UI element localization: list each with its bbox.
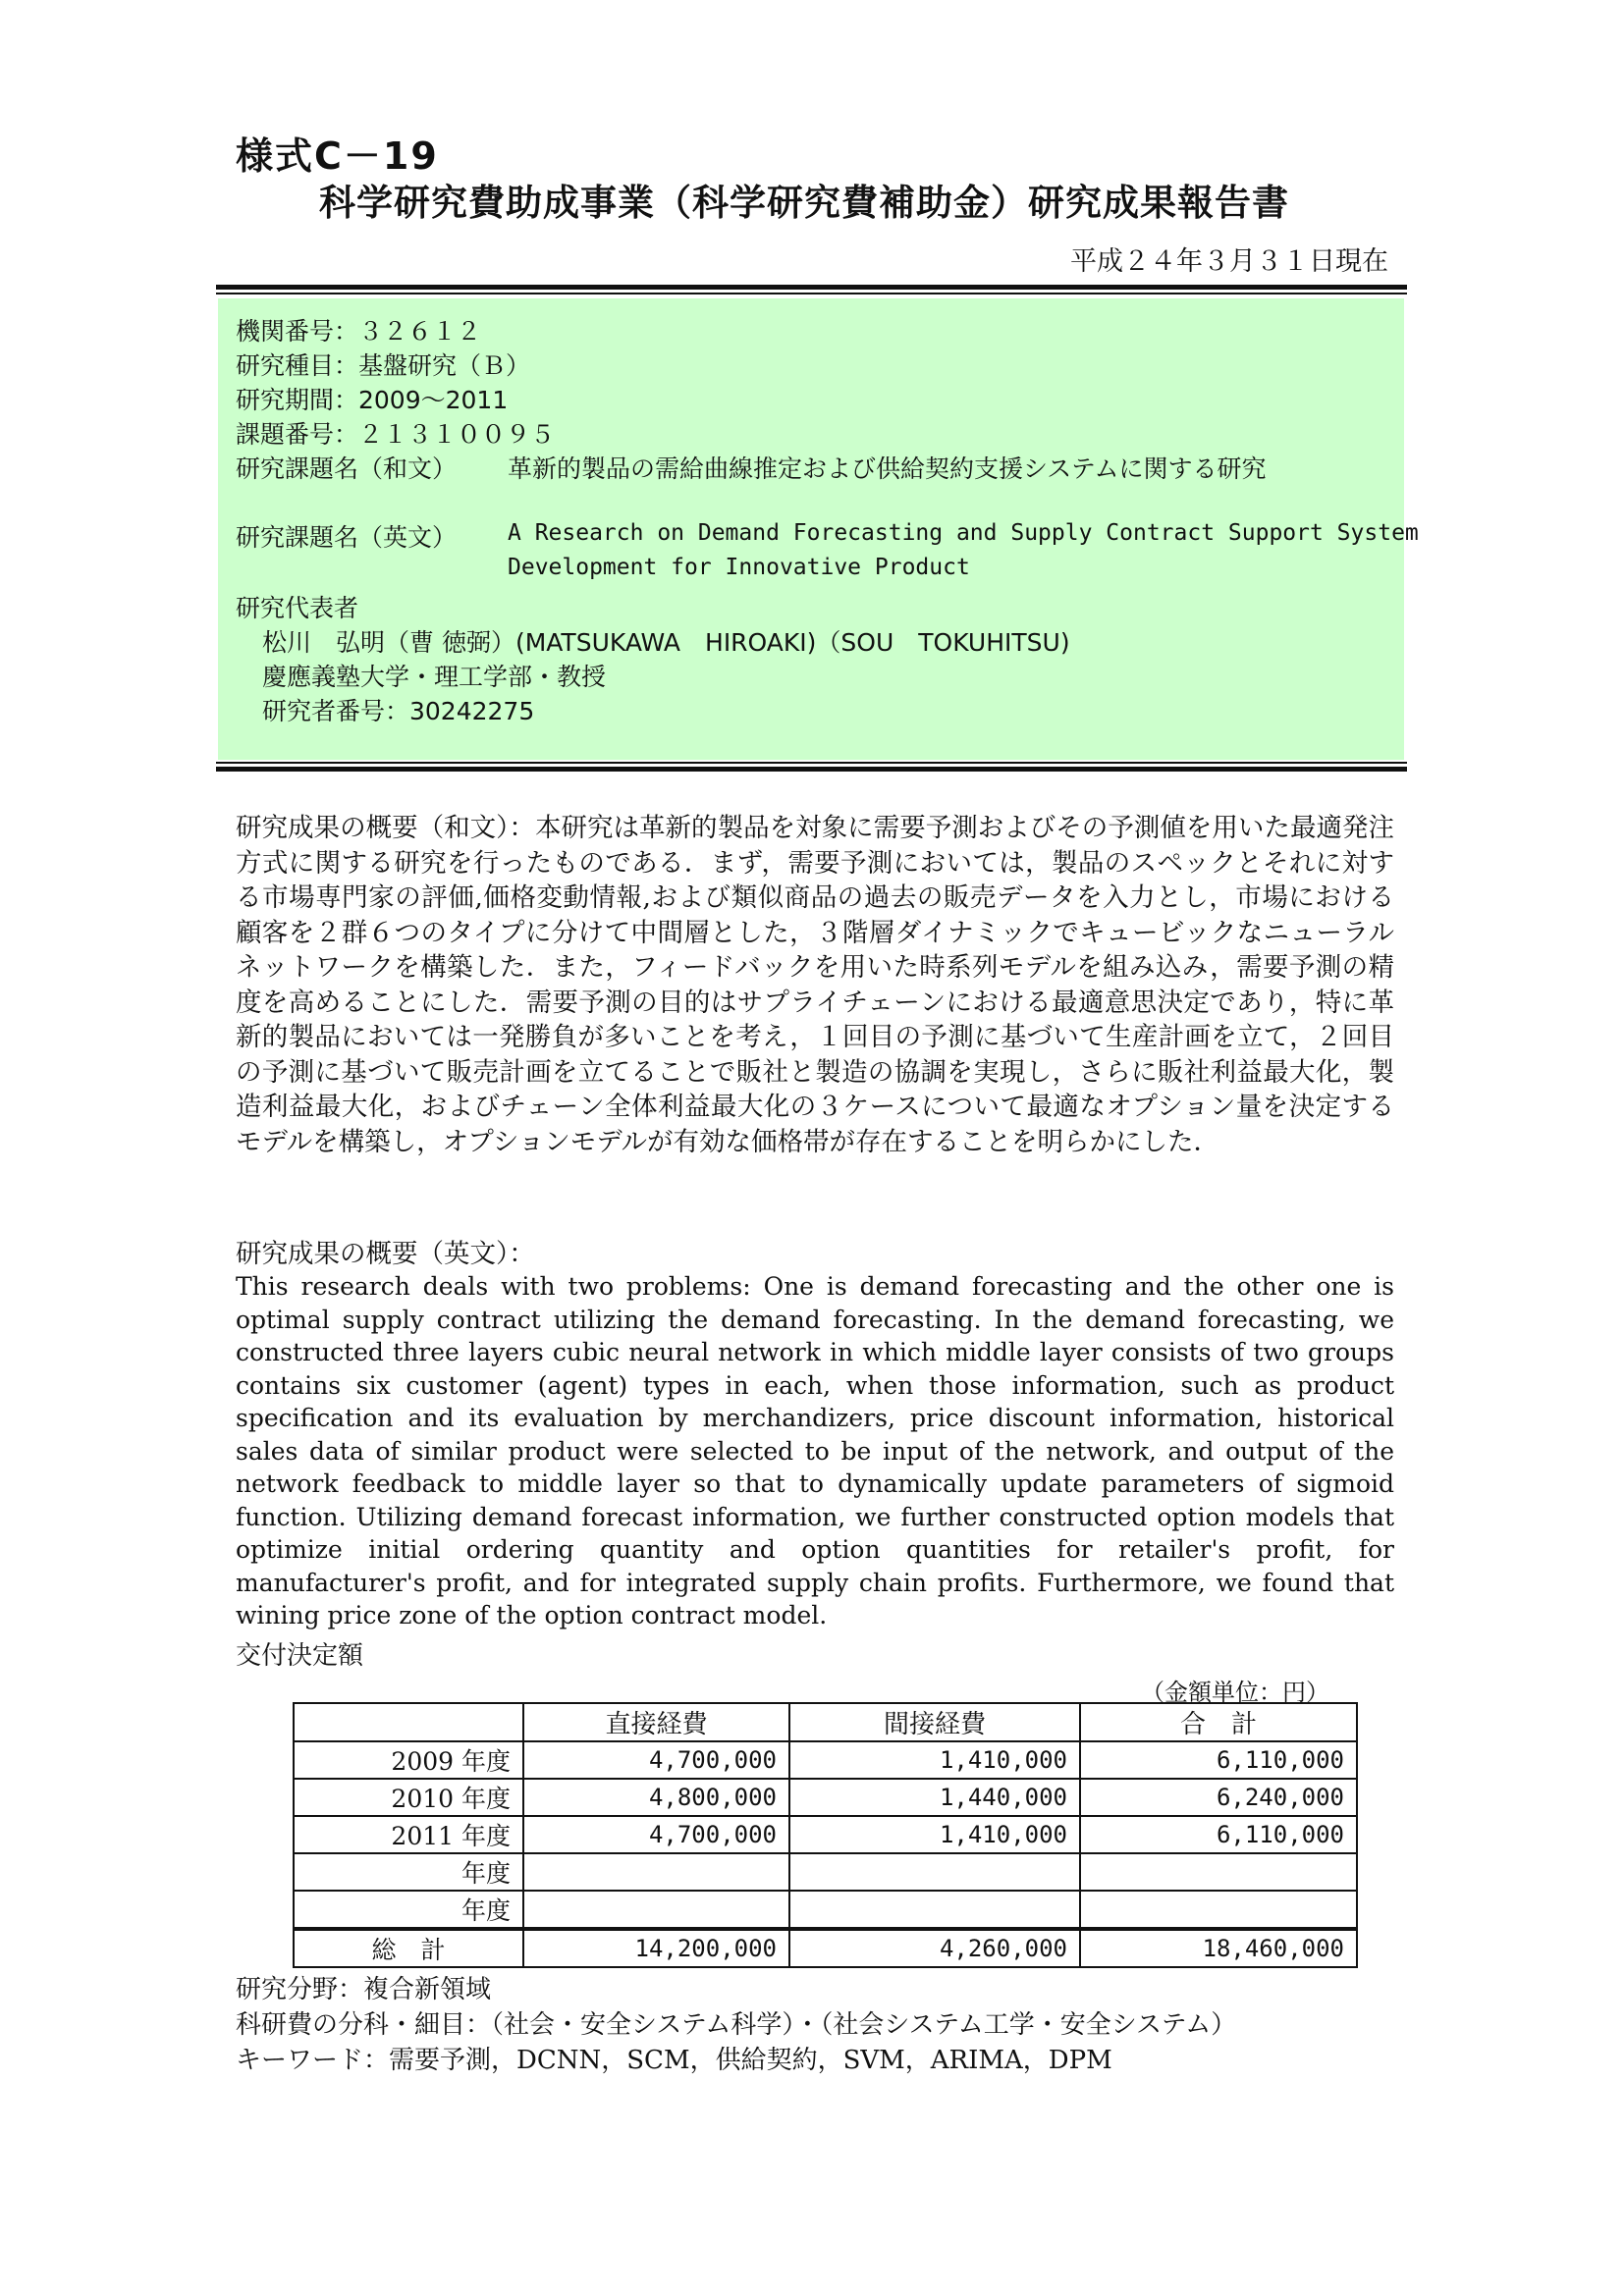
table-total-row [294, 1929, 1357, 1967]
research-category: 研究種目：基盤研究（Ｂ） [236, 351, 531, 380]
table-header: 直接経費 [523, 1703, 789, 1741]
abstract-en: This research deals with two problems: One is demand forecasting and the other one is optimal supply contract utilizing the demand forecasting. In the demand forecasting, we constructed three layers cubic neural network in which middle layer consists of two groups contains six customer (agent) types in each, when those information, such as product specification and its evaluation by merchandizers, price discount information, historical sales data of similar product were selected to be input of the network, and output of the network feedback to middle layer so that to dynamically update parameters of sigmoid function. Utilizing demand forecast information, we further constructed option models that optimize initial ordering quantity and option quantities for retailer's profit, for manufacturer's profit, and for integrated supply chain profits. Furthermore, we found that wining price zone of the option contract model. [236, 1272, 1394, 1629]
form-label: 様式C－19 [236, 134, 439, 178]
table-cell [523, 1853, 789, 1891]
grant-unit: （金額単位：円） [1141, 1679, 1329, 1706]
project-info-box [218, 298, 1419, 760]
table-cell [1080, 1853, 1357, 1891]
research-subject: 科研費の分科・細目：（社会・安全システム科学）・（社会システム工学・安全システム） [236, 2010, 1237, 2040]
header-rule-bottom [216, 767, 1407, 772]
table-cell: 年度 [294, 1853, 523, 1891]
table-cell [523, 1891, 789, 1929]
table-cell: 4,700,000 [523, 1741, 789, 1779]
table-cell: 2011 年度 [294, 1816, 523, 1853]
table-cell: 4,700,000 [523, 1816, 789, 1853]
representative-affiliation: 慶應義塾大学・理工学部・教授 [262, 663, 607, 691]
table-cell [789, 1853, 1080, 1891]
table-cell: 2009 年度 [294, 1741, 523, 1779]
table-cell: 1,410,000 [789, 1816, 1080, 1853]
table-row [294, 1891, 1357, 1929]
title-jp-label: 研究課題名（和文） [236, 454, 458, 483]
header-rule-bottom-thin [216, 762, 1407, 764]
report-title: 科学研究費助成事業（科学研究費補助金）研究成果報告書 [319, 182, 1289, 224]
abstract-en-label: 研究成果の概要（英文）： [236, 1239, 535, 1269]
report-date: 平成２４年３月３１日現在 [1070, 246, 1388, 277]
table-cell: 1,440,000 [789, 1779, 1080, 1816]
table-row [294, 1779, 1357, 1816]
table-row [294, 1816, 1357, 1853]
keywords: キーワード：需要予測，DCNN，SCM，供給契約，SVM，ARIMA，DPM [236, 2046, 1112, 2075]
table-header: 間接経費 [789, 1703, 1080, 1741]
table-cell: 1,410,000 [789, 1741, 1080, 1779]
researcher-id: 研究者番号：30242275 [262, 697, 535, 725]
title-en-line1: A Research on Demand Forecasting and Supply Contract Support System [508, 520, 1419, 546]
table-header: 合 計 [1080, 1703, 1357, 1741]
research-period: 研究期間：2009～2011 [236, 386, 509, 414]
title-en-line2: Development for Innovative Product [508, 555, 970, 580]
title-en-label: 研究課題名（英文） [236, 523, 458, 552]
representative-label: 研究代表者 [236, 594, 359, 622]
table-cell: 6,110,000 [1080, 1816, 1357, 1853]
table-cell: 6,110,000 [1080, 1741, 1357, 1779]
header-rule-top [216, 285, 1407, 290]
header-rule-top-thin [216, 293, 1407, 294]
table-cell [789, 1891, 1080, 1929]
table-cell: 18,460,000 [1080, 1929, 1357, 1967]
table-cell: 年度 [294, 1891, 523, 1929]
table-header-row [294, 1703, 1357, 1741]
table-cell: 6,240,000 [1080, 1779, 1357, 1816]
table-row [294, 1741, 1357, 1779]
table-cell: 総 計 [294, 1929, 523, 1967]
title-jp: 革新的製品の需給曲線推定および供給契約支援システムに関する研究 [508, 454, 1267, 483]
project-number: 課題番号：２１３１００９５ [236, 420, 556, 449]
institution-number: 機関番号：３２６１２ [236, 317, 482, 346]
table-header [294, 1703, 523, 1741]
grant-table [293, 1702, 1358, 1968]
abstract-jp: 研究成果の概要（和文）：本研究は革新的製品を対象に需要予測およびその予測値を用いた最適発注方式に関する研究を行ったものである．まず，需要予測においては，製品のスペックとそれに対する市場専門家の評価,価格変動情報,および類似商品の過去の販売データを入力とし，市場における顧客を２群６つのタイプに分けて中間層とした，３階層ダイナミックでキュービックなニューラルネットワークを構築した．また，フィードバックを用いた時系列モデルを組み込み，需要予測の精度を高めることにした．需要予測の目的はサプライチェーンにおける最適意思決定であり，特に革新的製品においては一発勝負が多いことを考え，１回目の予測に基づいて生産計画を立て，２回目の予測に基づいて販売計画を立てることで販社と製造の協調を実現し，さらに販社利益最大化，製造利益最大化，およびチェーン全体利益最大化の３ケースについて最適なオプション量を決定するモデルを構築し，オプションモデルが有効な価格帯が存在することを明らかにした． [236, 813, 1394, 1157]
table-cell: 4,260,000 [789, 1929, 1080, 1967]
grant-label: 交付決定額 [236, 1641, 364, 1671]
table-cell [1080, 1891, 1357, 1929]
research-field: 研究分野：複合新領域 [236, 1975, 492, 2004]
table-row [294, 1853, 1357, 1891]
table-cell: 2010 年度 [294, 1779, 523, 1816]
table-cell: 14,200,000 [523, 1929, 789, 1967]
table-cell: 4,800,000 [523, 1779, 789, 1816]
representative-name: 松川 弘明（曹 徳弼）(MATSUKAWA HIROAKI)（SOU TOKUHITSU) [262, 628, 1070, 657]
